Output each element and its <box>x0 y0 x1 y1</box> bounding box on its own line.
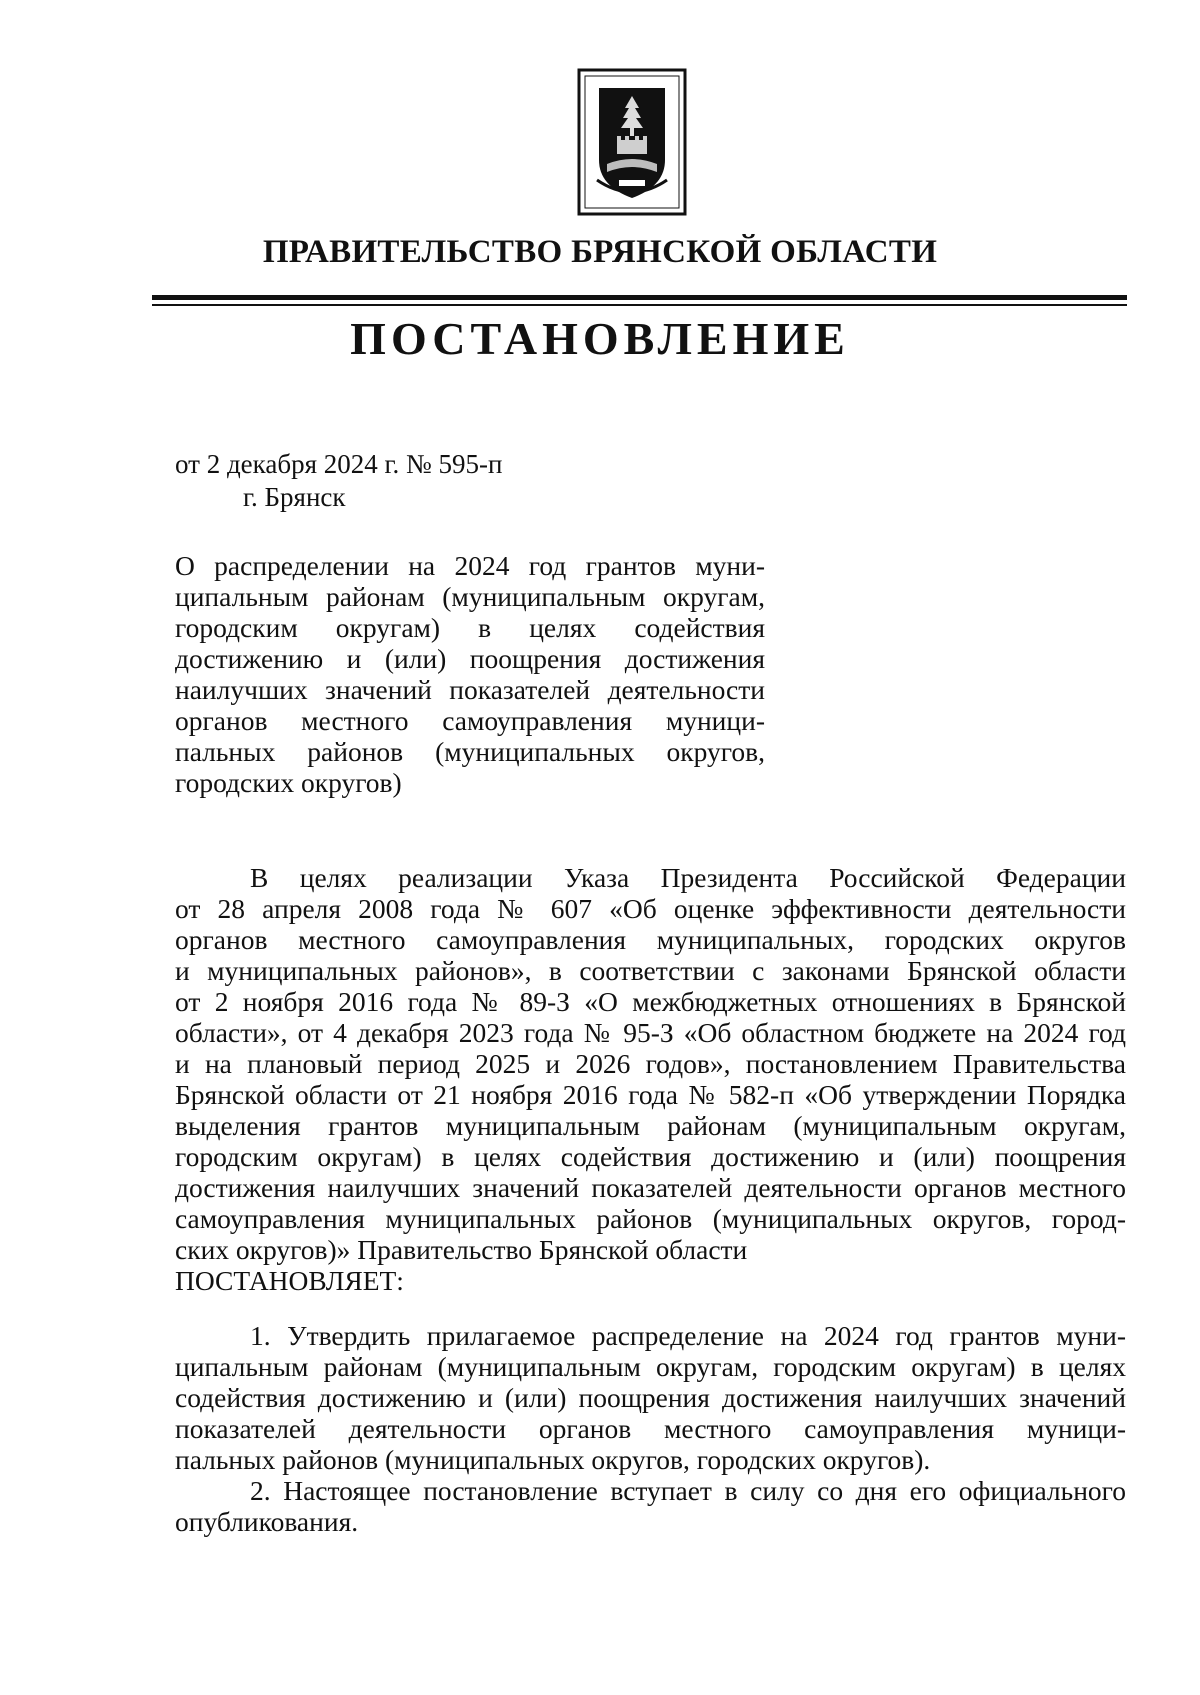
preamble-line: от 2 ноября 2016 года № 89-З «О межбюджетных отношениях в Брянской <box>175 986 1126 1017</box>
subject-line: городских округов) <box>175 767 402 798</box>
preamble-line: и на плановый период 2025 и 2026 годов», постановлением Правительства <box>175 1048 1126 1079</box>
item1-line: пальных районов (муниципальных округов, городских округов). <box>175 1444 931 1475</box>
organization-name: ПРАВИТЕЛЬСТВО БРЯНСКОЙ ОБЛАСТИ <box>262 234 938 270</box>
subject-line: городским округам) в целях содействия <box>175 612 765 643</box>
header-rule-thick <box>152 295 1127 300</box>
preamble-line: и муниципальных районов», в соответствии с законами Брянской области <box>175 955 1126 986</box>
subject-line: пальных районов (муниципальных округов, <box>175 736 765 767</box>
preamble-line: области», от 4 декабря 2023 года № 95-З «Об областном бюджете на 2024 год <box>175 1017 1126 1048</box>
subject-line: наилучших значений показателей деятельности <box>175 674 765 705</box>
preamble-line: органов местного самоуправления муниципальных, городских округов <box>175 924 1126 955</box>
subject-line: ципальным районам (муниципальным округам, <box>175 581 765 612</box>
subject-line: органов местного самоуправления муници- <box>175 705 765 736</box>
decree-word: ПОСТАНОВЛЯЕТ: <box>175 1265 404 1296</box>
header-rule-thin <box>152 304 1127 306</box>
subject-line: достижению и (или) поощрения достижения <box>175 643 765 674</box>
item1-line: содействия достижению и (или) поощрения достижения наилучших значений <box>175 1382 1126 1413</box>
preamble-line: самоуправления муниципальных районов (муниципальных округов, город- <box>175 1203 1126 1234</box>
item1-line: показателей деятельности органов местного самоуправления муници- <box>175 1413 1126 1444</box>
preamble-line: от 28 апреля 2008 года № 607 «Об оценке эффективности деятельности <box>175 893 1126 924</box>
coat-of-arms-icon <box>577 68 687 216</box>
preamble-line: достижения наилучших значений показателей деятельности органов местного <box>175 1172 1126 1203</box>
item1-line: 1. Утвердить прилагаемое распределение на 2024 год грантов муни- <box>250 1320 1126 1351</box>
preamble-line: выделения грантов муниципальным районам (муниципальным округам, <box>175 1110 1126 1141</box>
document-body <box>175 862 1126 1537</box>
preamble-line: Брянской области от 21 ноября 2016 года № 582-п «Об утверждении Порядка <box>175 1079 1126 1110</box>
document-subject <box>175 550 765 798</box>
item2-line: опубликования. <box>175 1506 359 1537</box>
subject-line: О распределении на 2024 год грантов муни- <box>175 550 765 581</box>
document-type-title: ПОСТАНОВЛЕНИЕ <box>350 313 850 364</box>
document-city: г. Брянск <box>243 482 346 512</box>
preamble-line: ских округов)» Правительство Брянской области <box>175 1234 748 1265</box>
preamble-line: В целях реализации Указа Президента Российской Федерации <box>250 862 1126 893</box>
item1-line: ципальным районам (муниципальным округам, городским округам) в целях <box>175 1351 1126 1382</box>
item2-line: 2. Настоящее постановление вступает в силу со дня его официального <box>250 1475 1126 1506</box>
document-date-number: от 2 декабря 2024 г. № 595-п <box>175 449 503 479</box>
preamble-line: городским округам) в целях содействия достижению и (или) поощрения <box>175 1141 1126 1172</box>
